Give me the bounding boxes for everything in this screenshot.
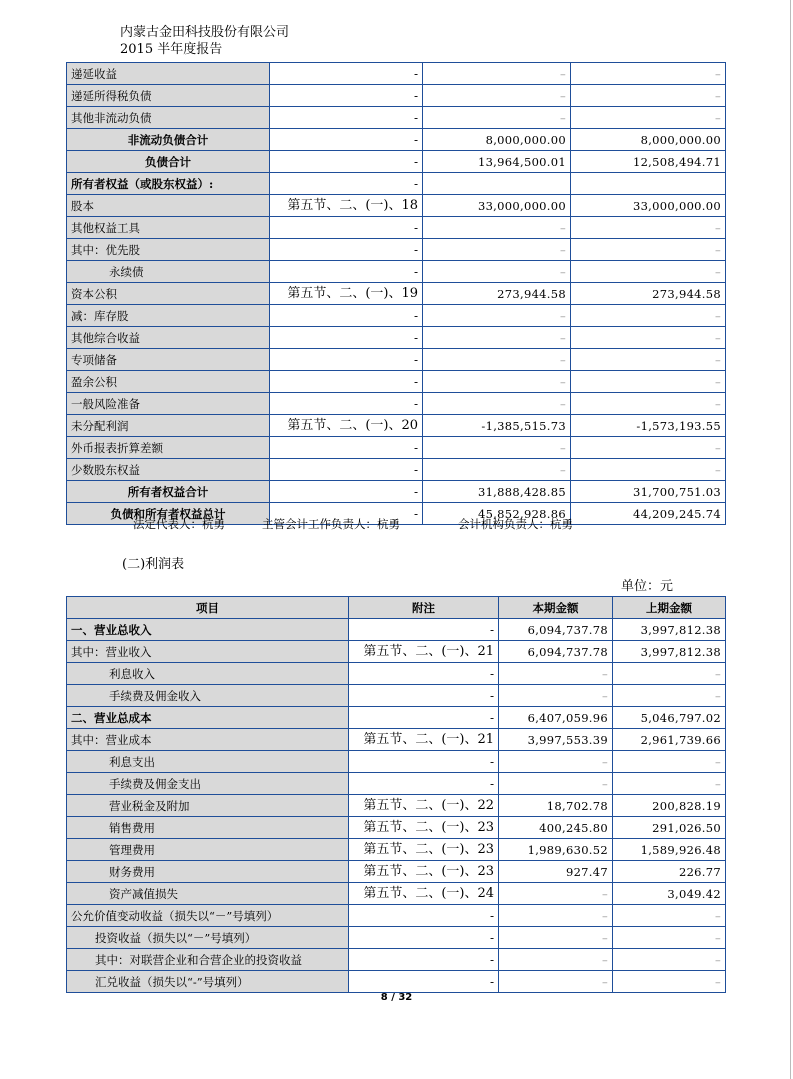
row-current-amount: 6,407,059.96 (499, 707, 613, 729)
row-previous-amount: 33,000,000.00 (571, 195, 726, 217)
row-note: - (270, 459, 423, 481)
row-label: 少数股东权益 (67, 459, 270, 481)
row-current-amount: 13,964,500.01 (423, 151, 571, 173)
table-row (67, 729, 726, 751)
row-current-amount: – (423, 239, 571, 261)
table-row (67, 349, 726, 371)
row-previous-amount: – (571, 327, 726, 349)
table-row (67, 261, 726, 283)
row-label: 未分配利润 (67, 415, 270, 437)
row-previous-amount: – (571, 239, 726, 261)
table-row (67, 239, 726, 261)
row-previous-amount: – (571, 393, 726, 415)
row-current-amount: – (423, 63, 571, 85)
row-previous-amount: – (613, 751, 726, 773)
row-note: 第五节、二、(一)、19 (270, 283, 423, 305)
table-row (67, 751, 726, 773)
table-row (67, 195, 726, 217)
row-previous-amount: 2,961,739.66 (613, 729, 726, 751)
row-current-amount: -1,385,515.73 (423, 415, 571, 437)
row-label: 其中：对联营企业和合营企业的投资收益 (67, 949, 349, 971)
row-label: 其中：优先股 (67, 239, 270, 261)
row-note: 第五节、二、(一)、23 (349, 839, 499, 861)
row-previous-amount: 226.77 (613, 861, 726, 883)
row-label: 其他权益工具 (67, 217, 270, 239)
row-note: 第五节、二、(一)、23 (349, 861, 499, 883)
row-current-amount: – (499, 751, 613, 773)
row-label: 所有者权益合计 (67, 481, 270, 503)
row-current-amount: – (423, 393, 571, 415)
table-row (67, 883, 726, 905)
row-previous-amount: – (571, 261, 726, 283)
row-previous-amount: – (613, 685, 726, 707)
row-previous-amount: – (571, 349, 726, 371)
row-note: 第五节、二、(一)、24 (349, 883, 499, 905)
row-label: 手续费及佣金支出 (67, 773, 349, 795)
page-edge (790, 0, 791, 1079)
row-current-amount: – (423, 107, 571, 129)
table-row (67, 861, 726, 883)
row-label: 所有者权益（或股东权益）: (67, 173, 270, 195)
row-label: 财务费用 (67, 861, 349, 883)
table-row (67, 905, 726, 927)
row-previous-amount: 3,049.42 (613, 883, 726, 905)
page-number: 8 / 32 (380, 992, 413, 1003)
row-current-amount: – (423, 217, 571, 239)
row-label: 递延所得税负债 (67, 85, 270, 107)
table-row (67, 459, 726, 481)
row-previous-amount: – (571, 437, 726, 459)
row-current-amount: – (423, 327, 571, 349)
row-label: 销售费用 (67, 817, 349, 839)
row-previous-amount: 273,944.58 (571, 283, 726, 305)
accounting-department-head: 会计机构负责人：杭勇 (458, 517, 573, 531)
row-label: 投资收益（损失以“－”号填列） (67, 927, 349, 949)
row-previous-amount: – (613, 949, 726, 971)
row-note: - (349, 663, 499, 685)
row-label: 非流动负债合计 (67, 129, 270, 151)
row-previous-amount: 5,046,797.02 (613, 707, 726, 729)
row-previous-amount: – (613, 971, 726, 993)
row-current-amount: – (499, 949, 613, 971)
row-current-amount: – (423, 85, 571, 107)
row-label: 资本公积 (67, 283, 270, 305)
row-current-amount: – (499, 883, 613, 905)
table-row (67, 949, 726, 971)
table-row (67, 151, 726, 173)
accounting-head: 主管会计工作负责人：杭勇 (262, 517, 400, 531)
row-previous-amount: – (571, 459, 726, 481)
row-label: 其中：营业收入 (67, 641, 349, 663)
row-note: - (270, 261, 423, 283)
header-previous: 上期金额 (613, 597, 726, 619)
row-label: 二、营业总成本 (67, 707, 349, 729)
row-previous-amount: – (613, 663, 726, 685)
header-note: 附注 (349, 597, 499, 619)
income-statement-title: (二)利润表 (122, 557, 185, 572)
row-previous-amount: 31,700,751.03 (571, 481, 726, 503)
row-note: - (349, 619, 499, 641)
row-previous-amount: – (571, 305, 726, 327)
table-row (67, 619, 726, 641)
row-note: - (270, 151, 423, 173)
row-current-amount: 31,888,428.85 (423, 481, 571, 503)
table-row (67, 685, 726, 707)
row-note: - (270, 129, 423, 151)
row-previous-amount: -1,573,193.55 (571, 415, 726, 437)
row-current-amount: 1,989,630.52 (499, 839, 613, 861)
row-note: - (349, 927, 499, 949)
table-row (67, 327, 726, 349)
row-label: 一、营业总收入 (67, 619, 349, 641)
row-current-amount: – (499, 971, 613, 993)
row-current-amount: 33,000,000.00 (423, 195, 571, 217)
row-previous-amount: – (613, 905, 726, 927)
row-note: 第五节、二、(一)、21 (349, 641, 499, 663)
row-current-amount: 3,997,553.39 (499, 729, 613, 751)
row-current-amount: – (499, 905, 613, 927)
row-current-amount: 45,852,928.86 (423, 503, 571, 525)
row-note: - (270, 437, 423, 459)
row-note: - (270, 349, 423, 371)
table-row (67, 971, 726, 993)
row-note: - (349, 707, 499, 729)
row-label: 手续费及佣金收入 (67, 685, 349, 707)
row-label: 负债和所有者权益总计 (67, 503, 270, 525)
income-statement-table (66, 596, 726, 993)
table-row (67, 305, 726, 327)
row-previous-amount: – (571, 85, 726, 107)
table-row (67, 173, 726, 195)
row-label: 减：库存股 (67, 305, 270, 327)
row-label: 其中：营业成本 (67, 729, 349, 751)
row-previous-amount: 200,828.19 (613, 795, 726, 817)
row-previous-amount: – (571, 371, 726, 393)
row-current-amount: – (499, 773, 613, 795)
row-current-amount: 927.47 (499, 861, 613, 883)
row-current-amount: 6,094,737.78 (499, 619, 613, 641)
row-previous-amount: – (571, 107, 726, 129)
row-label: 其他综合收益 (67, 327, 270, 349)
row-note: 第五节、二、(一)、23 (349, 817, 499, 839)
row-current-amount: – (499, 663, 613, 685)
row-note: - (349, 685, 499, 707)
row-note: 第五节、二、(一)、22 (349, 795, 499, 817)
row-label: 股本 (67, 195, 270, 217)
table-row (67, 107, 726, 129)
row-current-amount (423, 173, 571, 195)
row-previous-amount: 44,209,245.74 (571, 503, 726, 525)
company-name: 内蒙古金田科技股份有限公司 (120, 25, 290, 40)
row-note: - (270, 481, 423, 503)
row-note: - (349, 773, 499, 795)
table-row (67, 129, 726, 151)
row-note: 第五节、二、(一)、20 (270, 415, 423, 437)
row-note: - (349, 751, 499, 773)
table-row (67, 663, 726, 685)
row-previous-amount: 8,000,000.00 (571, 129, 726, 151)
table-row (67, 85, 726, 107)
row-note: - (270, 393, 423, 415)
unit-label: 单位：元 (621, 579, 674, 594)
table-row (67, 707, 726, 729)
row-current-amount: 400,245.80 (499, 817, 613, 839)
table-row (67, 773, 726, 795)
row-previous-amount: 3,997,812.38 (613, 641, 726, 663)
row-label: 递延收益 (67, 63, 270, 85)
row-note: - (270, 173, 423, 195)
table-row (67, 641, 726, 663)
table-row (67, 217, 726, 239)
table-row (67, 795, 726, 817)
header-item: 项目 (67, 597, 349, 619)
row-label: 盈余公积 (67, 371, 270, 393)
row-note: - (270, 305, 423, 327)
row-previous-amount: 1,589,926.48 (613, 839, 726, 861)
table-row (67, 415, 726, 437)
table-row (67, 839, 726, 861)
row-label: 汇兑收益（损失以“-”号填列） (67, 971, 349, 993)
row-label: 营业税金及附加 (67, 795, 349, 817)
row-label: 利息收入 (67, 663, 349, 685)
row-current-amount: – (423, 305, 571, 327)
row-note: - (270, 327, 423, 349)
row-current-amount: – (423, 371, 571, 393)
row-current-amount: – (499, 685, 613, 707)
row-note: - (349, 905, 499, 927)
row-label: 一般风险准备 (67, 393, 270, 415)
row-note: - (270, 239, 423, 261)
row-previous-amount: – (613, 773, 726, 795)
row-previous-amount: – (571, 217, 726, 239)
legal-representative: 法定代表人：杭勇 (133, 517, 225, 531)
table-row (67, 283, 726, 305)
table-row (67, 927, 726, 949)
row-previous-amount: – (571, 63, 726, 85)
table-row (67, 371, 726, 393)
row-label: 外币报表折算差额 (67, 437, 270, 459)
row-current-amount: 273,944.58 (423, 283, 571, 305)
row-note: 第五节、二、(一)、21 (349, 729, 499, 751)
table-row (67, 63, 726, 85)
row-label: 其他非流动负债 (67, 107, 270, 129)
row-note: - (270, 63, 423, 85)
row-current-amount: 18,702.78 (499, 795, 613, 817)
table-row (67, 817, 726, 839)
report-title: 2015 半年度报告 (120, 42, 223, 57)
row-previous-amount (571, 173, 726, 195)
table-row (67, 393, 726, 415)
row-label: 永续债 (67, 261, 270, 283)
income-header-row (67, 597, 726, 619)
row-note: - (349, 949, 499, 971)
row-label: 管理费用 (67, 839, 349, 861)
row-note: - (349, 971, 499, 993)
row-current-amount: – (423, 261, 571, 283)
row-label: 公允价值变动收益（损失以“－”号填列） (67, 905, 349, 927)
row-note: - (270, 217, 423, 239)
row-current-amount: – (423, 459, 571, 481)
row-previous-amount: 3,997,812.38 (613, 619, 726, 641)
row-current-amount: – (423, 349, 571, 371)
row-note: - (270, 371, 423, 393)
row-note: - (270, 503, 423, 525)
row-previous-amount: – (613, 927, 726, 949)
table-row (67, 437, 726, 459)
row-note: - (270, 107, 423, 129)
header-current: 本期金额 (499, 597, 613, 619)
row-previous-amount: 12,508,494.71 (571, 151, 726, 173)
row-current-amount: 8,000,000.00 (423, 129, 571, 151)
row-current-amount: – (423, 437, 571, 459)
row-current-amount: – (499, 927, 613, 949)
row-previous-amount: 291,026.50 (613, 817, 726, 839)
row-label: 负债合计 (67, 151, 270, 173)
row-current-amount: 6,094,737.78 (499, 641, 613, 663)
row-note: 第五节、二、(一)、18 (270, 195, 423, 217)
balance-sheet-table (66, 62, 726, 525)
table-row (67, 481, 726, 503)
row-note: - (270, 85, 423, 107)
row-label: 专项储备 (67, 349, 270, 371)
row-label: 利息支出 (67, 751, 349, 773)
row-label: 资产减值损失 (67, 883, 349, 905)
